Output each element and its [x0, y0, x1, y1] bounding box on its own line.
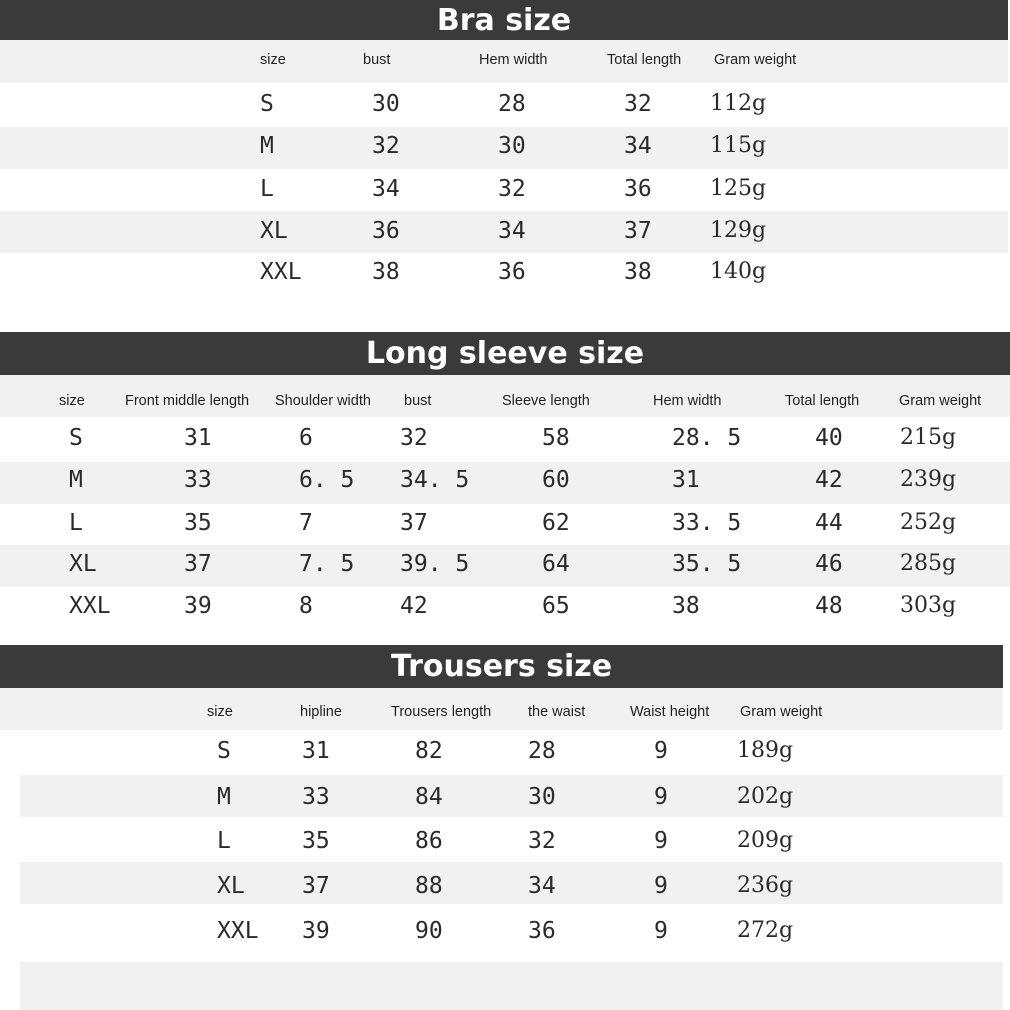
table-cell: 90	[415, 918, 443, 944]
table-cell: 48	[815, 593, 843, 619]
table-cell: 88	[415, 873, 443, 899]
table-cell: 129g	[710, 218, 767, 243]
table-cell: 40	[815, 425, 843, 451]
table-cell: 112g	[710, 91, 767, 116]
table-cell: 32	[400, 425, 428, 451]
table-cell: 31	[672, 467, 700, 493]
table-cell: 28	[498, 91, 526, 117]
table-cell: 58	[542, 425, 570, 451]
size-label-cell: L	[260, 176, 274, 202]
table-cell: 39. 5	[400, 551, 470, 577]
table-band	[0, 462, 1010, 504]
table-cell: 39	[302, 918, 330, 944]
size-label-cell: L	[69, 510, 83, 536]
table-cell: 252g	[900, 510, 957, 535]
table-cell: 37	[302, 873, 330, 899]
size-label-cell: XL	[69, 551, 97, 577]
bra-size-title: Bra size	[0, 0, 1008, 40]
size-label-cell: M	[217, 784, 231, 810]
table-cell: 33	[184, 467, 212, 493]
table-cell: 9	[654, 873, 668, 899]
table-cell: 215g	[900, 425, 957, 450]
table-band	[20, 962, 1003, 1010]
table-cell: 32	[372, 133, 400, 159]
column-header-hem-width: Hem width	[653, 393, 722, 409]
size-label-cell: M	[69, 467, 83, 493]
size-label-cell: XL	[217, 873, 245, 899]
table-cell: 209g	[737, 828, 794, 853]
column-header-shoulder-width: Shoulder width	[275, 393, 371, 409]
size-label-cell: L	[217, 828, 231, 854]
table-cell: 44	[815, 510, 843, 536]
long-sleeve-size-title: Long sleeve size	[0, 332, 1010, 375]
table-cell: 9	[654, 918, 668, 944]
table-cell: 46	[815, 551, 843, 577]
size-label-cell: S	[260, 91, 274, 117]
table-cell: 82	[415, 738, 443, 764]
column-header-total-length: Total length	[785, 393, 860, 409]
table-band	[20, 862, 1003, 904]
table-cell: 34	[372, 176, 400, 202]
column-header-gram-weight: Gram weight	[740, 704, 823, 720]
table-cell: 30	[528, 784, 556, 810]
table-cell: 31	[184, 425, 212, 451]
table-cell: 34	[624, 133, 652, 159]
column-header-the-waist: the waist	[528, 704, 586, 720]
column-header-hipline: hipline	[300, 704, 342, 720]
table-cell: 39	[184, 593, 212, 619]
table-cell: 9	[654, 828, 668, 854]
table-cell: 33. 5	[672, 510, 742, 536]
table-cell: 62	[542, 510, 570, 536]
table-cell: 60	[542, 467, 570, 493]
table-cell: 37	[624, 218, 652, 244]
table-cell: 30	[498, 133, 526, 159]
table-band	[0, 688, 1003, 730]
column-header-sleeve-length: Sleeve length	[502, 393, 590, 409]
table-cell: 36	[372, 218, 400, 244]
table-cell: 32	[528, 828, 556, 854]
table-cell: 86	[415, 828, 443, 854]
table-cell: 189g	[737, 738, 794, 763]
size-label-cell: XXL	[69, 593, 111, 619]
table-cell: 42	[815, 467, 843, 493]
table-cell: 33	[302, 784, 330, 810]
column-header-hem-width: Hem width	[479, 52, 548, 68]
column-header-size: size	[59, 393, 85, 409]
column-header-size: size	[207, 704, 233, 720]
size-label-cell: M	[260, 133, 274, 159]
column-header-total-length: Total length	[607, 52, 682, 68]
table-cell: 9	[654, 738, 668, 764]
column-header-front-middle-length: Front middle length	[125, 393, 250, 409]
table-cell: 36	[624, 176, 652, 202]
table-cell: 35	[184, 510, 212, 536]
size-label-cell: XXL	[260, 259, 302, 285]
column-header-gram-weight: Gram weight	[714, 52, 797, 68]
column-header-bust: bust	[363, 52, 391, 68]
table-cell: 140g	[710, 259, 767, 284]
column-header-bust: bust	[404, 393, 432, 409]
column-header-trousers-length: Trousers length	[391, 704, 492, 720]
table-cell: 36	[498, 259, 526, 285]
table-cell: 42	[400, 593, 428, 619]
column-header-gram-weight: Gram weight	[899, 393, 982, 409]
column-header-size: size	[260, 52, 286, 68]
table-cell: 37	[400, 510, 428, 536]
table-cell: 28	[528, 738, 556, 764]
table-cell: 31	[302, 738, 330, 764]
table-cell: 65	[542, 593, 570, 619]
column-header-waist-height: Waist height	[630, 704, 710, 720]
table-cell: 30	[372, 91, 400, 117]
table-cell: 7	[299, 510, 313, 536]
table-cell: 35	[302, 828, 330, 854]
table-band	[20, 775, 1003, 817]
table-cell: 6	[299, 425, 313, 451]
table-cell: 125g	[710, 176, 767, 201]
table-cell: 239g	[900, 467, 957, 492]
table-cell: 272g	[737, 918, 794, 943]
table-band	[0, 545, 1010, 587]
size-label-cell: XXL	[217, 918, 259, 944]
table-cell: 115g	[710, 133, 767, 158]
table-cell: 202g	[737, 784, 794, 809]
trousers-size-title: Trousers size	[0, 645, 1003, 688]
table-cell: 285g	[900, 551, 957, 576]
size-label-cell: S	[217, 738, 231, 764]
table-cell: 38	[672, 593, 700, 619]
table-cell: 37	[184, 551, 212, 577]
table-cell: 34. 5	[400, 467, 470, 493]
table-cell: 9	[654, 784, 668, 810]
table-cell: 34	[528, 873, 556, 899]
table-cell: 7. 5	[299, 551, 355, 577]
table-cell: 38	[372, 259, 400, 285]
table-cell: 36	[528, 918, 556, 944]
table-cell: 64	[542, 551, 570, 577]
table-cell: 84	[415, 784, 443, 810]
table-cell: 34	[498, 218, 526, 244]
table-cell: 6. 5	[299, 467, 355, 493]
size-label-cell: XL	[260, 218, 288, 244]
table-cell: 38	[624, 259, 652, 285]
table-cell: 32	[624, 91, 652, 117]
table-cell: 35. 5	[672, 551, 742, 577]
table-cell: 236g	[737, 873, 794, 898]
table-cell: 303g	[900, 593, 957, 618]
table-cell: 32	[498, 176, 526, 202]
table-cell: 28. 5	[672, 425, 742, 451]
size-label-cell: S	[69, 425, 83, 451]
table-cell: 8	[299, 593, 313, 619]
